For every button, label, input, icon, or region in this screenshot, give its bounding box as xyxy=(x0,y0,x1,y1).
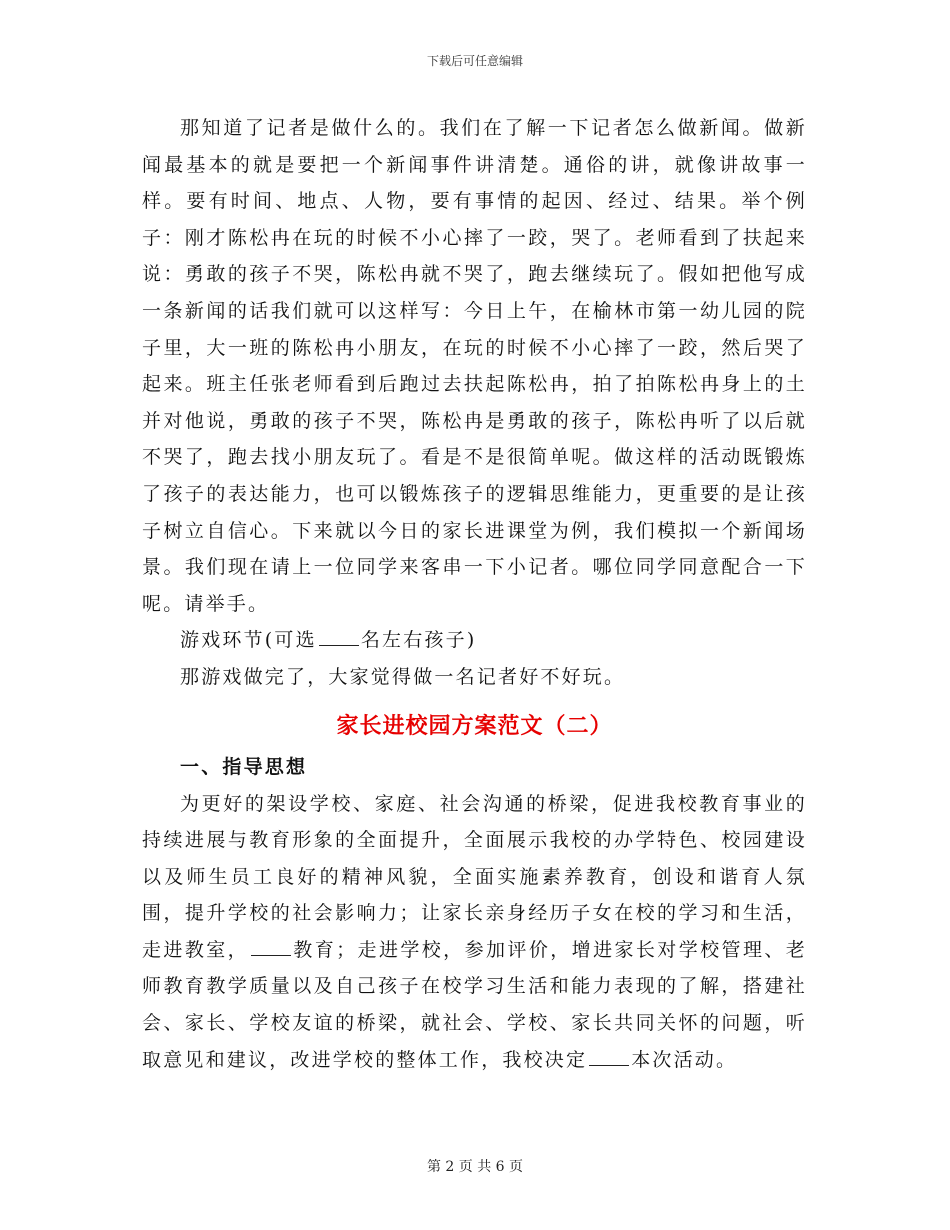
fill-blank xyxy=(589,1047,629,1066)
game-line-before: 游戏环节(可选 xyxy=(180,629,317,652)
fill-blank xyxy=(319,627,359,646)
paragraph-closing: 那游戏做完了，大家觉得做一名记者好不好玩。 xyxy=(180,665,626,688)
game-line-after: 名左右孩子) xyxy=(360,629,477,652)
page-footer: 第 2 页 共 6 页 xyxy=(426,1159,524,1175)
fill-blank xyxy=(251,937,291,956)
section-title: 家长进校园方案范文（二） xyxy=(336,712,613,739)
section-heading: 一、指导思想 xyxy=(180,755,308,778)
paragraph-game-section xyxy=(142,622,807,659)
paragraph-news-example: 那知道了记者是做什么的。我们在了解一下记者怎么做新闻。做新闻最基本的就是要把一个新闻事件讲清楚。通俗的讲，就像讲故事一样。要有时间、地点、人物，要有事情的起因、经过、结果。举个例子：刚才陈松冉在玩的时候不小心摔了一跤，哭了。老师看到了扶起来说：勇敢的孩子不哭，陈松冉就不哭了，跑去继续玩了。假如把他写成一条新闻的话我们就可以这样写：今日上午，在榆林市第一幼儿园的院子里，大一班的陈松冉小朋友，在玩的时候不小心摔了一跤，然后哭了起来。班主任张老师看到后跑过去扶起陈松冉，拍了拍陈松冉身上的土并对他说，勇敢的孩子不哭，陈松冉是勇敢的孩子，陈松冉听了以后就不哭了，跑去找小朋友玩了。看是不是很简单呢。做这样的活动既锻炼了孩子的表达能力，也可以锻炼孩子的逻辑思维能力，更重要的是让孩子树立自信心。下来就以今日的家长进课堂为例，我们模拟一个新闻场景。我们现在请上一位同学来客串一下小记者。哪位同学同意配合一下呢。请举手。 xyxy=(142,117,807,615)
body-part-2: 教育；走进学校，参加评价，增进家长对学校管理、老师教育教学质量以及自己孩子在校学习生活和能力表现的了解，搭建社会、家长、学校友谊的桥梁，就社会、学校、家长共同关怀的问题，听取意见和建议，改进学校的整体工作，我校决定 xyxy=(142,938,807,1071)
paragraph-guiding-idea xyxy=(142,786,807,1079)
body-part-3: 本次活动。 xyxy=(631,1048,738,1071)
body-part-1: 为更好的架设学校、家庭、社会沟通的桥梁，促进我校教育事业的持续进展与教育形象的全面提升，全面展示我校的办学特色、校园建设以及师生员工良好的精神风貌，全面实施素养教育，创设和谐育人氛围，提升学校的社会影响力；让家长亲身经历子女在校的学习和生活，走进教室， xyxy=(142,792,807,961)
page-header: 下载后可任意编辑 xyxy=(426,54,523,68)
document-body xyxy=(142,110,807,1078)
